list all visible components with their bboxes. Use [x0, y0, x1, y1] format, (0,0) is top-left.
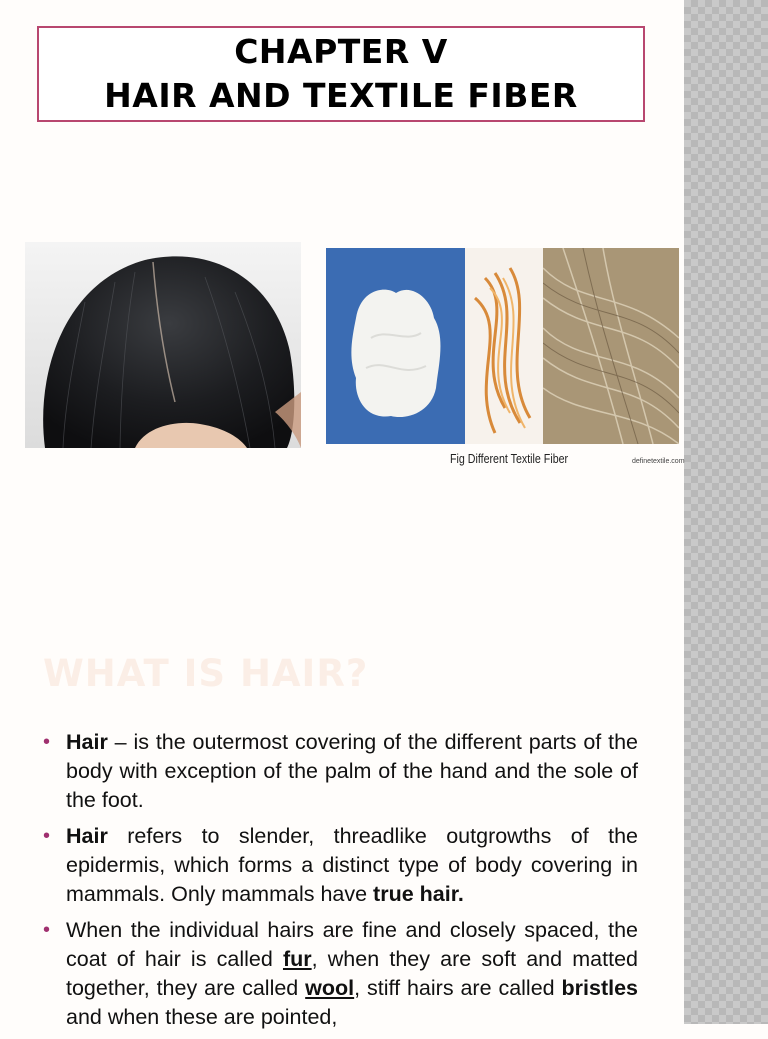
bullet-icon: • [43, 731, 51, 753]
list-item [43, 916, 638, 1032]
fiber-panel-jute [543, 248, 679, 444]
bullet-text: and when these are pointed, [66, 1005, 338, 1029]
bullet-icon: • [43, 919, 51, 941]
title-box [37, 26, 645, 122]
bullet-text: refers to slender, threadlike outgrowths of the epidermis, which forms a distinct type of body covering in mammals. Only mammals have [66, 824, 638, 906]
fiber-panel-white [326, 248, 465, 444]
fiber-panel-golden [465, 248, 543, 444]
bullet-text: , when they are soft and matted together, they are called [66, 947, 638, 1000]
chapter-title: CHAPTER V [234, 32, 448, 71]
textile-fiber-photo [326, 248, 679, 444]
list-item [43, 822, 638, 909]
term-wool: wool [305, 976, 355, 1000]
term-fur: fur [282, 947, 312, 971]
term-hair: Hair [66, 824, 108, 848]
bullet-text: When the individual hairs are fine and closely spaced, the coat of hair is called [66, 918, 638, 971]
bullet-list [43, 728, 638, 1039]
figure-credit: definetextile.com [632, 458, 685, 465]
term-hair: Hair [66, 730, 108, 754]
side-pattern-decoration [684, 0, 768, 1024]
term-true-hair: true hair. [373, 882, 464, 906]
figure-caption: Fig Different Textile Fiber [450, 451, 569, 466]
term-bristles: bristles [561, 976, 639, 1000]
section-heading: WHAT IS HAIR? [43, 652, 369, 695]
bullet-text: , stiff hairs are called [354, 976, 562, 1000]
list-item [43, 728, 638, 815]
bullet-icon: • [43, 825, 51, 847]
bullet-text: – is the outermost covering of the different parts of the body with exception of the palm of the hand and the sole of the foot. [66, 730, 638, 812]
hair-photo [25, 242, 301, 448]
chapter-subtitle: HAIR AND TEXTILE FIBER [104, 76, 578, 115]
